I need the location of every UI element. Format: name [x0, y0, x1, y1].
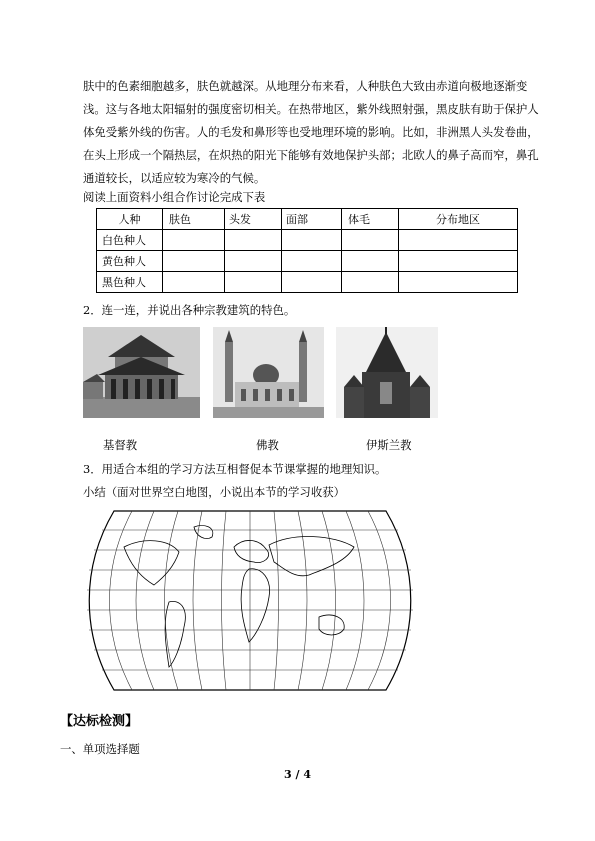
table-header: 肤色 — [163, 209, 225, 230]
subsection-title: 一、单项选择题 — [60, 742, 140, 756]
body-paragraph — [83, 75, 539, 190]
summary-text: 小结（面对世界空白地图，小说出本节的学习收获） — [83, 485, 345, 499]
question-3: 3．用适合本组的学习方法互相督促本节课掌握的地理知识。 — [83, 462, 387, 476]
table-row — [97, 230, 518, 251]
paragraph-line: 通道较长，以适应较为寒冷的气候。 — [83, 171, 266, 185]
table-cell[interactable] — [342, 230, 399, 251]
table-cell[interactable] — [225, 272, 282, 293]
paragraph-line: 浅。这与各地太阳辐射的强度密切相关。在热带地区，紫外线照射强，黑皮肤有助于保护人 — [83, 102, 539, 116]
table-cell[interactable] — [163, 272, 225, 293]
section-heading: 【达标检测】 — [60, 714, 139, 729]
table-cell[interactable] — [282, 230, 342, 251]
table-cell[interactable] — [282, 251, 342, 272]
table-cell[interactable] — [399, 251, 518, 272]
table-cell[interactable] — [225, 230, 282, 251]
caption-islam: 伊斯兰教 — [366, 438, 412, 452]
church-photo — [336, 327, 438, 418]
caption-christianity: 基督教 — [103, 438, 138, 452]
table-cell[interactable] — [399, 272, 518, 293]
table-cell[interactable] — [342, 272, 399, 293]
table-header: 体毛 — [342, 209, 399, 230]
caption-buddhism: 佛教 — [256, 438, 279, 452]
table-cell[interactable] — [282, 272, 342, 293]
table-header: 人种 — [97, 209, 163, 230]
table-intro: 阅读上面资料小组合作讨论完成下表 — [83, 190, 266, 204]
page-number: 3 / 4 — [284, 768, 311, 781]
table-cell-race: 白色种人 — [97, 230, 163, 251]
table-header: 面部 — [282, 209, 342, 230]
table-cell-race: 黑色种人 — [97, 272, 163, 293]
paragraph-line: 肤中的色素细胞越多，肤色就越深。从地理分布来看，人种肤色大致由赤道向极地逐渐变 — [83, 79, 528, 93]
question-2: 2．连一连，并说出各种宗教建筑的特色。 — [83, 303, 296, 317]
race-table — [96, 208, 518, 293]
world-outline-map — [84, 507, 416, 698]
table-cell[interactable] — [399, 230, 518, 251]
table-header-row — [97, 209, 518, 230]
mosque-photo — [213, 327, 324, 418]
table-cell[interactable] — [225, 251, 282, 272]
table-header: 分布地区 — [399, 209, 518, 230]
buddhist-temple-photo — [83, 327, 200, 418]
paragraph-line: 体免受紫外线的伤害。人的毛发和鼻形等也受地理环境的影响。比如，非洲黑人头发卷曲， — [83, 125, 539, 139]
table-cell[interactable] — [163, 230, 225, 251]
table-row — [97, 251, 518, 272]
table-cell[interactable] — [163, 251, 225, 272]
table-row — [97, 272, 518, 293]
table-cell[interactable] — [342, 251, 399, 272]
paragraph-line: 在头上形成一个隔热层，在炽热的阳光下能够有效地保护头部；北欧人的鼻子高而窄，鼻孔 — [83, 148, 539, 162]
table-header: 头发 — [225, 209, 282, 230]
table-cell-race: 黄色种人 — [97, 251, 163, 272]
